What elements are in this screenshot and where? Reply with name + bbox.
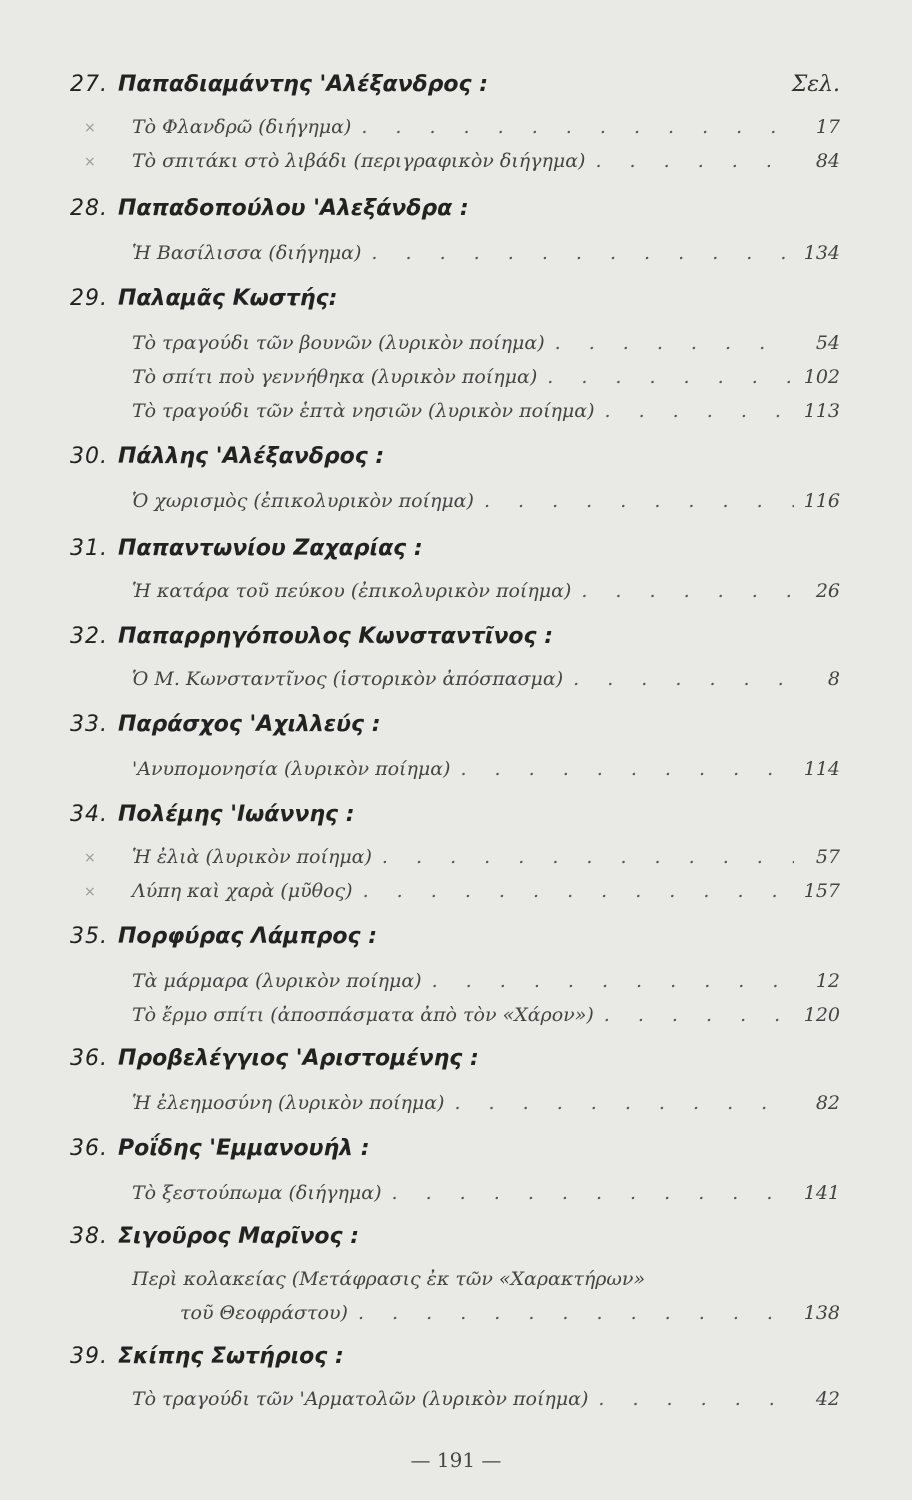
author-heading <box>70 1224 840 1249</box>
author-name: Παπαδοπούλου 'Αλεξάνδρα : <box>118 196 469 221</box>
leader-dots <box>371 242 793 264</box>
entry-number: 38. <box>70 1224 108 1249</box>
page-number: 54 <box>815 332 840 354</box>
author-name: Ροΐδης 'Εμμανουήλ : <box>118 1136 370 1161</box>
entry-number: 29. <box>70 286 108 311</box>
toc-work-line <box>132 150 840 172</box>
leader-dots <box>454 1092 794 1114</box>
page-number: 114 <box>803 758 840 780</box>
author-heading <box>70 72 488 97</box>
toc-work-line <box>132 1388 840 1410</box>
work-title: Τὸ ξεστούπωμα (διήγημα) <box>132 1182 382 1204</box>
author-heading <box>70 444 840 469</box>
page-number: 120 <box>803 1004 840 1026</box>
work-title: Ὁ χωρισμὸς (ἐπικολυρικὸν ποίημα) <box>132 490 474 512</box>
leader-dots <box>555 332 794 354</box>
toc-work-line <box>132 1092 840 1114</box>
author-name: Παράσχος 'Αχιλλεύς : <box>118 712 381 737</box>
author-heading <box>70 924 840 949</box>
page-number: 42 <box>815 1388 840 1410</box>
page-number: 8 <box>827 668 840 690</box>
page-number: 26 <box>815 580 840 602</box>
leader-dots <box>484 490 794 512</box>
toc-work-line <box>132 116 840 138</box>
author-heading <box>70 1344 840 1369</box>
toc-work-line <box>132 366 840 388</box>
entry-number: 27. <box>70 72 108 97</box>
page-column-label: Σελ. <box>791 72 840 97</box>
author-heading <box>70 1136 840 1161</box>
entry-number: 39. <box>70 1344 108 1369</box>
pencil-check-mark: × <box>84 884 96 900</box>
toc-work-line <box>132 400 840 422</box>
author-name: Σκίπης Σωτήριος : <box>118 1344 344 1369</box>
pencil-check-mark: × <box>84 120 96 136</box>
entry-number: 36. <box>70 1046 108 1071</box>
work-title: Περὶ κολακείας (Μετάφρασις ἐκ τῶν «Χαρακτήρων» <box>132 1268 646 1290</box>
author-heading <box>70 802 840 827</box>
author-name: Πολέμης 'Ιωάννης : <box>118 802 355 827</box>
page-number: 82 <box>815 1092 840 1114</box>
work-title: Τὸ Φλανδρῶ (διήγημα) <box>132 116 352 138</box>
work-title: Ὁ Μ. Κωνσταντῖνος (ἱστορικὸν ἀπόσπασμα) <box>132 668 564 690</box>
author-heading <box>70 1046 840 1071</box>
leader-dots <box>460 758 793 780</box>
toc-work-line <box>132 1182 840 1204</box>
toc-work-line <box>132 758 840 780</box>
leader-dots <box>382 846 794 868</box>
author-name: Παπαντωνίου Ζαχαρίας : <box>118 536 423 561</box>
toc-work-line <box>132 490 840 512</box>
author-heading <box>70 624 840 649</box>
page-number: 138 <box>803 1302 840 1324</box>
page-number: 102 <box>803 366 840 388</box>
work-title: Τὸ τραγούδι τῶν βουνῶν (λυρικὸν ποίημα) <box>132 332 545 354</box>
work-title: Τὸ σπίτι ποὺ γεννήθηκα (λυρικὸν ποίημα) <box>132 366 538 388</box>
work-title: τοῦ Θεοφράστου) <box>180 1302 348 1324</box>
leader-dots <box>598 1388 794 1410</box>
leader-dots <box>363 880 794 902</box>
page-footer-number: — 191 — <box>410 1448 502 1472</box>
work-title: Τὸ τραγούδι τῶν 'Αρματολῶν (λυρικὸν ποίημα) <box>132 1388 589 1410</box>
leader-dots <box>361 116 794 138</box>
work-title: 'Ανυπομονησία (λυρικὸν ποίημα) <box>132 758 451 780</box>
entry-number: 35. <box>70 924 108 949</box>
toc-work-line <box>132 332 840 354</box>
toc-work-line <box>132 580 840 602</box>
entry-number: 34. <box>70 802 108 827</box>
leader-dots <box>358 1302 794 1324</box>
work-title: Τὸ σπιτάκι στὸ λιβάδι (περιγραφικὸν διήγημα) <box>132 150 586 172</box>
author-heading <box>70 286 840 311</box>
leader-dots <box>605 400 794 422</box>
author-heading <box>70 712 840 737</box>
leader-dots <box>604 1004 794 1026</box>
entry-number: 31. <box>70 536 108 561</box>
page-number: 134 <box>803 242 840 264</box>
pencil-check-mark: × <box>84 154 96 170</box>
entry-number: 32. <box>70 624 108 649</box>
entry-number: 36. <box>70 1136 108 1161</box>
author-heading <box>70 196 840 221</box>
toc-work-line <box>180 1302 840 1324</box>
work-title: Ἡ ἐλιὰ (λυρικὸν ποίημα) <box>132 846 372 868</box>
page-number: 12 <box>815 970 840 992</box>
work-title: Ἡ ἐλεημοσύνη (λυρικὸν ποίημα) <box>132 1092 445 1114</box>
entry-27-header <box>70 72 840 97</box>
page-number: 116 <box>803 490 840 512</box>
work-title: Ἡ Βασίλισσα (διήγημα) <box>132 242 362 264</box>
toc-work-line <box>132 846 840 868</box>
pencil-check-mark: × <box>84 850 96 866</box>
toc-work-line <box>132 668 840 690</box>
author-name: Παπαδιαμάντης 'Αλέξανδρος : <box>118 72 489 97</box>
work-title: Τὰ μάρμαρα (λυρικὸν ποίημα) <box>132 970 422 992</box>
page-number: 84 <box>815 150 840 172</box>
toc-work-line <box>132 242 840 264</box>
toc-work-line <box>132 970 840 992</box>
leader-dots <box>573 668 794 690</box>
work-title: Λύπη καὶ χαρὰ (μῦθος) <box>132 880 353 902</box>
entry-number: 33. <box>70 712 108 737</box>
toc-work-line <box>132 880 840 902</box>
entry-number: 30. <box>70 444 108 469</box>
work-title: Τὸ ἔρμο σπίτι (ἀποσπάσματα ἀπὸ τὸν «Χάρον») <box>132 1004 594 1026</box>
leader-dots <box>392 1182 794 1204</box>
page-number: 113 <box>803 400 840 422</box>
author-name: Προβελέγγιος 'Αριστομένης : <box>118 1046 479 1071</box>
page-number: 141 <box>803 1182 840 1204</box>
leader-dots <box>547 366 794 388</box>
page-number: 17 <box>815 116 840 138</box>
author-name: Παπαρρηγόπουλος Κωνσταντῖνος : <box>118 624 554 649</box>
toc-work-line <box>132 1004 840 1026</box>
leader-dots <box>595 150 794 172</box>
leader-dots <box>432 970 794 992</box>
author-name: Πορφύρας Λάμπρος : <box>118 924 377 949</box>
author-name: Πάλλης 'Αλέξανδρος : <box>118 444 385 469</box>
page-number: 157 <box>803 880 840 902</box>
leader-dots <box>581 580 794 602</box>
work-title: Ἡ κατάρα τοῦ πεύκου (ἐπικολυρικὸν ποίημα) <box>132 580 572 602</box>
entry-number: 28. <box>70 196 108 221</box>
author-name: Σιγοῦρος Μαρῖνος : <box>118 1224 360 1249</box>
work-title: Τὸ τραγούδι τῶν ἑπτὰ νησιῶν (λυρικὸν ποίημα) <box>132 400 595 422</box>
author-name: Παλαμᾶς Κωστής: <box>118 286 338 311</box>
author-heading <box>70 536 840 561</box>
page-number: 57 <box>815 846 840 868</box>
